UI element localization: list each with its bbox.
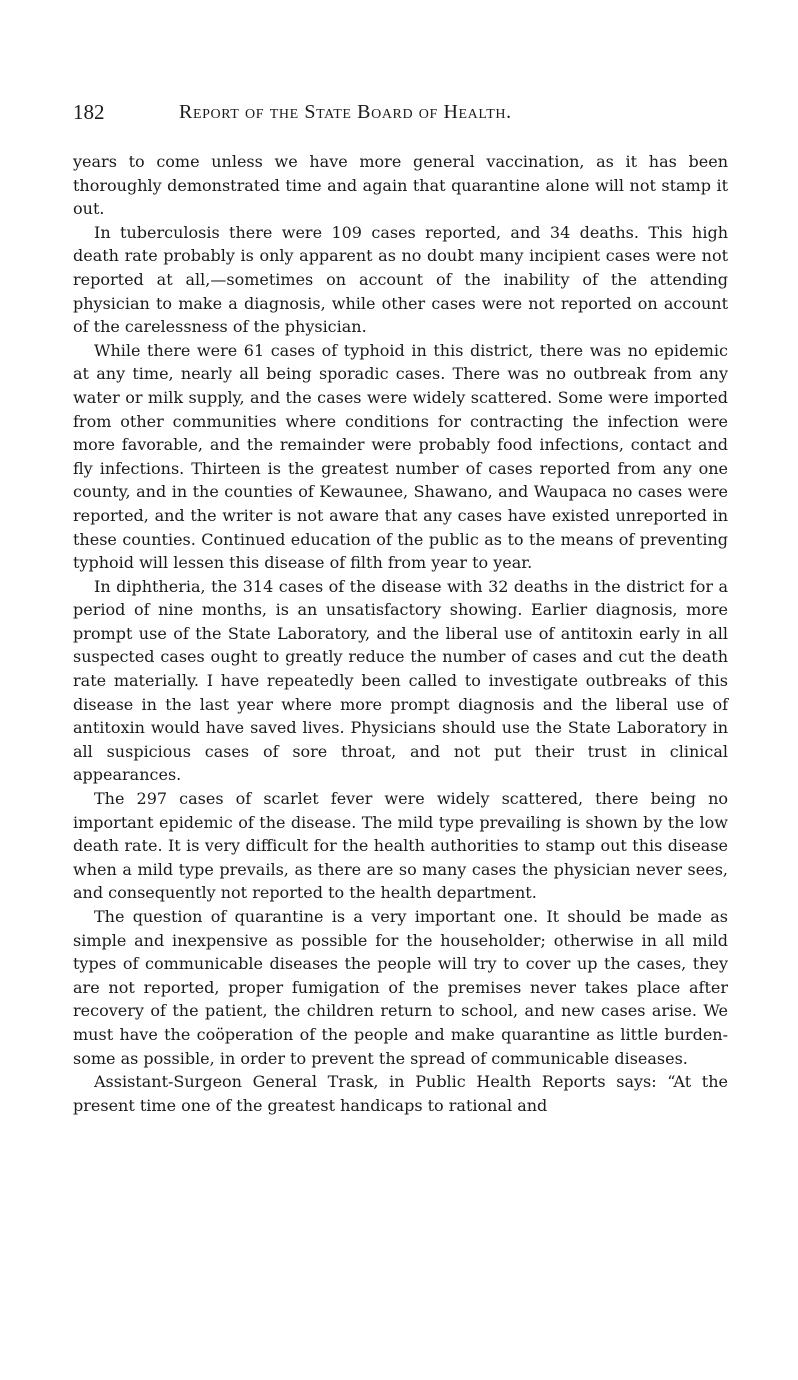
page-header <box>73 100 728 130</box>
page <box>73 100 728 1117</box>
paragraph-trask-quote: Assistant-Surgeon General Trask, in Public Health Reports says: “At the present time one of the greatest handicaps to rational and <box>73 1072 728 1115</box>
paragraph-scarlet-fever: The 297 cases of scarlet fever were widely scattered, there being no important epidemic of the disease. The mild type prevailing is shown by the low death rate. It is very difficult for the health authorities to stamp out this disease when a mild type prevails, as there are so many cases the physician never sees, and consequently not reported to the health department. <box>73 789 728 903</box>
running-head: Report of the State Board of Health. <box>179 101 512 123</box>
paragraph-diphtheria: In diphtheria, the 314 cases of the disease with 32 deaths in the district for a period of nine months, is an unsatisfactory showing. Earlier diagnosis, more prompt use of the State Laboratory, and the liberal use of antitoxin early in all suspected cases ought to greatly reduce the number of cases and cut the death rate materially. I have repeatedly been called to investigate outbreaks of this disease in the last year where more prompt diagnosis and the liberal use of antitoxin would have saved lives. Physicians should use the State Laboratory in all suspicious cases of sore throat, and not put their trust in clinical appearances. <box>73 576 728 785</box>
paragraph-vaccination-continuation: years to come unless we have more general vaccination, as it has been thoroughly demonstrated time and again that quarantine alone will not stamp it out. <box>73 152 728 219</box>
paragraph-typhoid: While there were 61 cases of typhoid in this district, there was no epidemic at any time, nearly all being sporadic cases. There was no outbreak from any water or milk supply, and the cases were widely scattered. Some were imported from other communities where conditions for contracting the infection were more favorable, and the remainder were probably food infections, contact and fly infections. Thirteen is the greatest number of cases reported from any one county, and in the counties of Kewaunee, Shawano, and Waupaca no cases were reported, and the writer is not aware that any cases have existed unreported in these counties. Continued education of the public as to the means of preventing typhoid will lessen this disease of filth from year to year. <box>73 340 728 573</box>
body-text <box>73 150 728 1117</box>
page-number: 182 <box>73 100 105 124</box>
paragraph-tuberculosis: In tuberculosis there were 109 cases reported, and 34 deaths. This high death rate probably is only apparent as no doubt many incipient cases were not reported at all,—sometimes on account of the inability of the attending physician to make a diagnosis, while other cases were not reported on account of the carelessness of the physician. <box>73 222 728 337</box>
paragraph-quarantine: The question of quarantine is a very important one. It should be made as simple and inexpensive as possible for the householder; otherwise in all mild types of communicable diseases the people will try to cover up the cases, they are not reported, proper fumigation of the premises never takes place after recovery of the patient, the children return to school, and new cases arise. We must have the coöperation of the people and make quarantine as little burdensome as possible, in order to prevent the spread of communicable diseases. <box>73 907 728 1068</box>
